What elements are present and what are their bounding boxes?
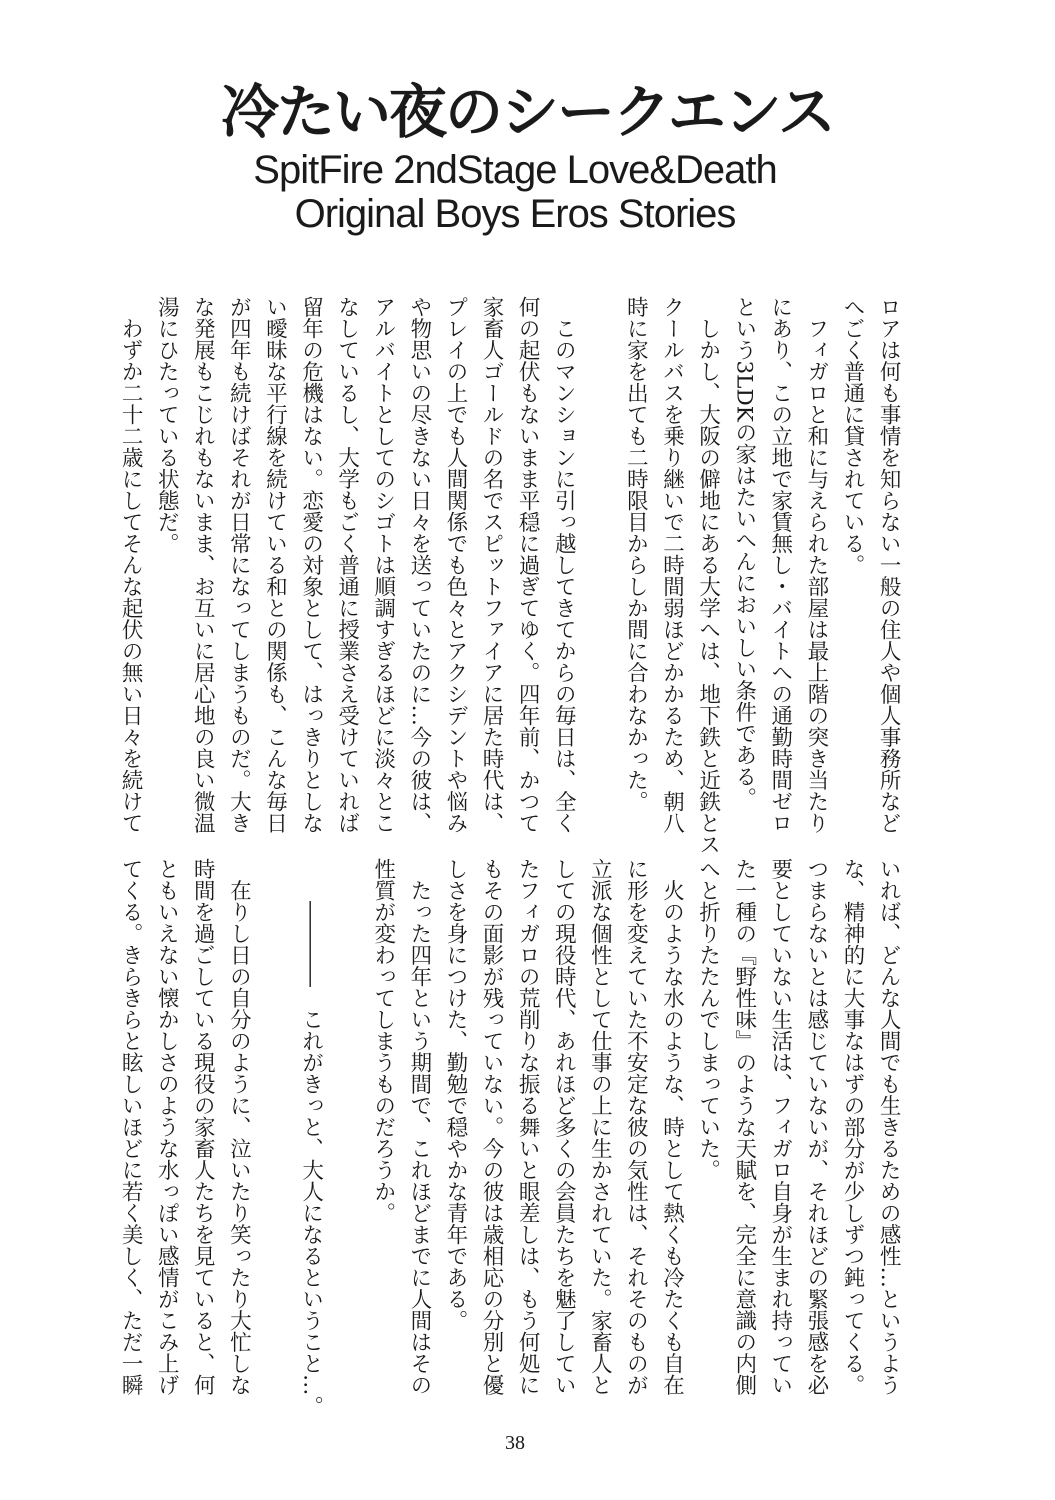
text-column: ロアは何も事情を知らない一般の住人や個人事務所など [876,296,902,834]
text-column: つまらないとは感じていないが、それほどの緊張感を必 [803,858,829,1396]
text-column: たフィガロの荒削りな振る舞いと眼差しは、もう何処に [515,858,541,1396]
text-column: いれば、どんな人間でも生きるための感性…というよう [876,858,902,1396]
text-column: 要としていない生活は、フィガロ自身が生まれ持ってい [767,858,793,1396]
text-column: フィガロと和に与えられた部屋は最上階の突き当たり [803,296,829,834]
text-column: 留年の危機はない。恋愛の対象として、はっきりとしな [298,296,324,834]
text-column: 湯にひたっている状態だ。 [154,296,180,554]
text-column: 性質が変わってしまうものだろうか。 [370,858,396,1224]
text-column: にあり、この立地で家賃無し・バイトへの通勤時間ゼロ [767,296,793,834]
text-column: わずか二十二歳にしてそんな起伏の無い日々を続けて [118,296,144,834]
text-column: てくる。きらきらと眩しいほどに若く美しく、ただ一瞬 [118,858,144,1396]
text-column [256,858,292,1418]
text-column: もその面影が残っていない。今の彼は歳相応の分別と優 [479,858,505,1396]
text-column: 時に家を出ても二時限目からしか間に合わなかった。 [623,296,649,812]
lower-text-block [112,858,906,1418]
text-column: ともいえない懐かしさのような水っぽい感情がこみ上げ [154,858,180,1396]
text-column: 在りし日の自分のように、泣いたり笑ったり大忙しな [226,858,252,1396]
text-column: い曖昧な平行線を続けている和との関係も、こんな毎日 [262,296,288,834]
series-subtitle-2: Original Boys Eros Stories [294,192,736,236]
text-column: な発展もこじれもないまま、お互いに居心地の良い微温 [190,296,216,834]
story-title: 冷たい夜のシークエンス [220,78,835,146]
text-column: な、精神的に大事なはずの部分が少しずつ鈍ってくる。 [839,858,865,1396]
text-column [329,858,365,1418]
text-column: や物思いの尽きない日々を送っていたのに…今の彼は、 [406,296,432,834]
text-column: 時間を過ごしている現役の家畜人たちを見ていると、何 [190,858,216,1396]
text-column: 火のような水のような、時として熱くも冷たくも自在 [659,858,685,1396]
text-column: アルバイトとしてのシゴトは順調すぎるほどに淡々とこ [370,296,396,834]
text-column: しさを身につけた、勤勉で穏やかな青年である。 [442,858,468,1331]
text-column: なしているし、大学もごく普通に授業さえ受けていれば [334,296,360,834]
series-subtitle: SpitFire 2ndStage Love&Death [253,148,777,192]
text-column: へと折りたたんでしまっていた。 [695,858,721,1181]
text-column: クールバスを乗り継いで二時間弱ほどかかるため、朝八 [659,296,685,834]
text-column: へごく普通に貸されている。 [839,296,865,576]
text-column: しかし、大阪の僻地にある大学へは、地下鉄と近鉄とス [695,296,721,855]
upper-text-block [112,296,906,856]
page-number: 38 [505,1432,525,1454]
text-column: に形を変えていた不安定な彼の気性は、それそのものが [623,858,649,1396]
text-column: しての現役時代、あれほど多くの会員たちを魅了してい [551,858,577,1396]
text-column: たった四年という期間で、これほどまでに人間はその [406,858,432,1396]
text-column: が四年も続けばそれが日常になってしまうものだ。大き [226,296,252,834]
text-column: 家畜人ゴールドの名でスピットファイアに居た時代は、 [479,296,505,834]
text-column [581,296,617,856]
text-column: このマンションに引っ越してきてからの毎日は、全く [551,296,577,834]
text-column: た一種の『野性味』のような天賦を、完全に意識の内側 [731,858,757,1396]
text-column: という3LDKの家はたいへんにおいしい条件である。 [731,296,757,809]
text-column: ―――― これがきっと、大人になるということ…。 [298,858,324,1417]
text-column: プレイの上でも人間関係でも色々とアクシデントや悩み [442,296,468,834]
text-column: 何の起伏もないまま平穏に過ぎてゆく。四年前、かつて [515,296,541,834]
text-column: 立派な個性として仕事の上に生かされていた。家畜人と [587,858,613,1396]
